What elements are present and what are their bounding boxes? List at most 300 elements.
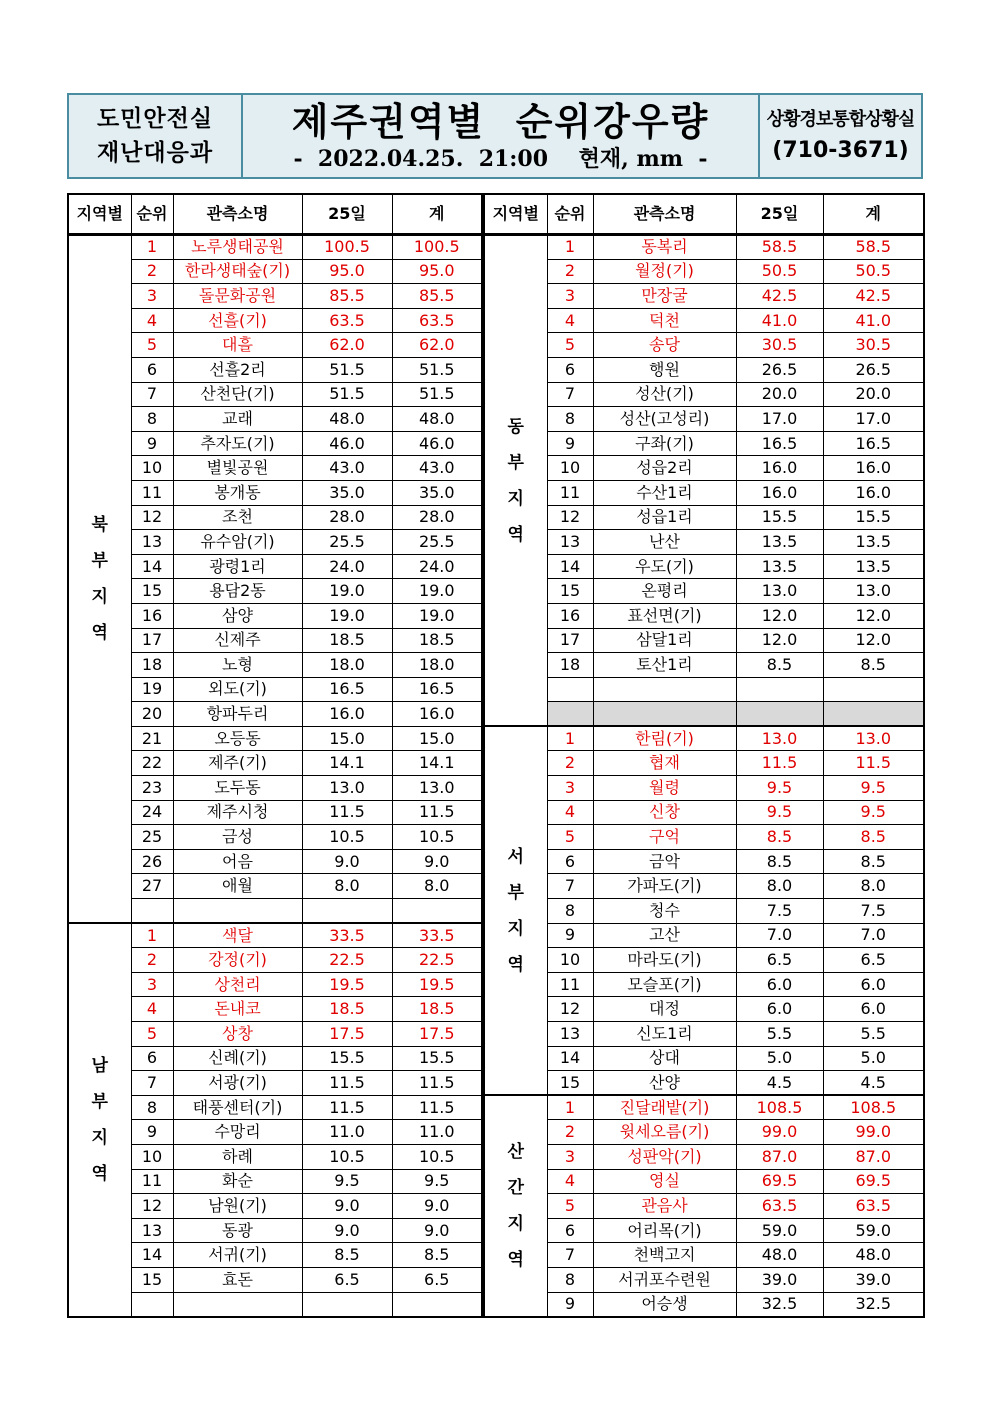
table-row: [484, 1095, 924, 1120]
department-name: 도민안전실: [96, 106, 214, 132]
total-rainfall-cell: 51.5: [392, 357, 482, 382]
day-rainfall-cell: 9.0: [302, 849, 392, 874]
table-row: [68, 1218, 482, 1243]
rank-cell: 3: [547, 776, 593, 801]
table-row: [68, 505, 482, 530]
rank-cell: 2: [131, 948, 173, 973]
day-rainfall-cell: 12.0: [736, 628, 823, 653]
table-row: [68, 480, 482, 505]
station-name-cell: 어음: [173, 849, 302, 874]
station-name-cell: 서광(기): [173, 1071, 302, 1096]
day-rainfall-cell: 7.5: [736, 899, 823, 924]
total-rainfall-cell: 58.5: [823, 235, 924, 260]
day-rainfall-cell: 8.0: [302, 874, 392, 899]
col-header-rank: 순위: [547, 194, 593, 235]
station-name-cell: 성읍2리: [593, 456, 736, 481]
day-rainfall-cell: [302, 899, 392, 924]
day-rainfall-cell: 48.0: [736, 1243, 823, 1268]
table-row: [484, 628, 924, 653]
table-row: [68, 333, 482, 358]
table-row: [484, 579, 924, 604]
rank-cell: 3: [131, 972, 173, 997]
total-rainfall-cell: 50.5: [823, 259, 924, 284]
station-name-cell: 고산: [593, 923, 736, 948]
total-rainfall-cell: 13.0: [823, 726, 924, 751]
day-rainfall-cell: 8.5: [736, 849, 823, 874]
region-label: 산 간 지 역: [484, 1095, 547, 1316]
table-row: [484, 800, 924, 825]
total-rainfall-cell: 6.0: [823, 972, 924, 997]
total-rainfall-cell: 13.0: [823, 579, 924, 604]
table-row: [68, 1292, 482, 1317]
day-rainfall-cell: 18.5: [302, 628, 392, 653]
table-row: [68, 702, 482, 727]
day-rainfall-cell: 17.0: [736, 407, 823, 432]
station-name-cell: 제주(기): [173, 751, 302, 776]
total-rainfall-cell: 10.5: [392, 1144, 482, 1169]
day-rainfall-cell: 11.5: [302, 1071, 392, 1096]
day-rainfall-cell: 11.5: [302, 800, 392, 825]
rank-cell: 22: [131, 751, 173, 776]
day-rainfall-cell: 9.0: [302, 1218, 392, 1243]
rank-cell: 10: [131, 456, 173, 481]
rank-cell: 10: [131, 1144, 173, 1169]
day-rainfall-cell: 51.5: [302, 357, 392, 382]
table-row: [484, 431, 924, 456]
total-rainfall-cell: 20.0: [823, 382, 924, 407]
total-rainfall-cell: 9.0: [392, 1218, 482, 1243]
day-rainfall-cell: 6.5: [302, 1267, 392, 1292]
station-name-cell: 삼달1리: [593, 628, 736, 653]
rank-cell: 7: [547, 382, 593, 407]
day-rainfall-cell: 9.5: [302, 1169, 392, 1194]
rank-cell: 6: [547, 849, 593, 874]
table-row: [68, 653, 482, 678]
office-name: 상황경보통합상황실: [766, 109, 915, 130]
station-name-cell: 협재: [593, 751, 736, 776]
rank-cell: 17: [547, 628, 593, 653]
station-name-cell: 삼양: [173, 603, 302, 628]
total-rainfall-cell: 18.5: [392, 628, 482, 653]
station-name-cell: 청수: [593, 899, 736, 924]
rank-cell: [547, 677, 593, 702]
day-rainfall-cell: 12.0: [736, 603, 823, 628]
rank-cell: 6: [547, 1218, 593, 1243]
total-rainfall-cell: 11.0: [392, 1120, 482, 1145]
total-rainfall-cell: 15.5: [823, 505, 924, 530]
table-row: [484, 874, 924, 899]
station-name-cell: [593, 677, 736, 702]
rank-cell: 12: [547, 997, 593, 1022]
day-rainfall-cell: 46.0: [302, 431, 392, 456]
day-rainfall-cell: 51.5: [302, 382, 392, 407]
total-rainfall-cell: 19.0: [392, 579, 482, 604]
total-rainfall-cell: 18.0: [392, 653, 482, 678]
day-rainfall-cell: 58.5: [736, 235, 823, 260]
total-rainfall-cell: 16.0: [823, 456, 924, 481]
table-row: [68, 554, 482, 579]
station-name-cell: 성산(고성리): [593, 407, 736, 432]
table-row: [68, 1243, 482, 1268]
day-rainfall-cell: 50.5: [736, 259, 823, 284]
rank-cell: 12: [131, 505, 173, 530]
total-rainfall-cell: 25.5: [392, 530, 482, 555]
day-rainfall-cell: 26.5: [736, 357, 823, 382]
day-rainfall-cell: 18.5: [302, 997, 392, 1022]
day-rainfall-cell: 16.0: [736, 456, 823, 481]
rank-cell: [131, 1292, 173, 1317]
station-name-cell: 만장굴: [593, 284, 736, 309]
rank-cell: 7: [547, 874, 593, 899]
total-rainfall-cell: 8.5: [823, 653, 924, 678]
total-rainfall-cell: 42.5: [823, 284, 924, 309]
rank-cell: 20: [131, 702, 173, 727]
table-header-row: [68, 194, 482, 235]
total-rainfall-cell: 43.0: [392, 456, 482, 481]
table-row: [484, 677, 924, 702]
total-rainfall-cell: 13.5: [823, 530, 924, 555]
table-row: [484, 1169, 924, 1194]
table-row: [68, 308, 482, 333]
table-row: [68, 1144, 482, 1169]
table-row: [68, 456, 482, 481]
region-label: 서 부 지 역: [484, 726, 547, 1095]
rank-cell: 14: [131, 554, 173, 579]
rank-cell: 13: [547, 530, 593, 555]
total-rainfall-cell: 41.0: [823, 308, 924, 333]
day-rainfall-cell: 11.5: [736, 751, 823, 776]
total-rainfall-cell: [392, 1292, 482, 1317]
table-row: [484, 284, 924, 309]
rank-cell: 8: [547, 1267, 593, 1292]
table-row: [484, 972, 924, 997]
table-row: [484, 997, 924, 1022]
rank-cell: 2: [547, 259, 593, 284]
region-label: 북 부 지 역: [68, 235, 131, 924]
station-name-cell: 색달: [173, 923, 302, 948]
rank-cell: 11: [131, 1169, 173, 1194]
station-name-cell: 구억: [593, 825, 736, 850]
total-rainfall-cell: 15.0: [392, 726, 482, 751]
rank-cell: 14: [547, 554, 593, 579]
rank-cell: 26: [131, 849, 173, 874]
station-name-cell: 수망리: [173, 1120, 302, 1145]
total-rainfall-cell: 69.5: [823, 1169, 924, 1194]
total-rainfall-cell: 22.5: [392, 948, 482, 973]
station-name-cell: 애월: [173, 874, 302, 899]
table-row: [68, 1120, 482, 1145]
table-body: [68, 235, 482, 1317]
col-header-total: 계: [823, 194, 924, 235]
day-rainfall-cell: [736, 677, 823, 702]
rank-cell: 16: [131, 603, 173, 628]
station-name-cell: 수산1리: [593, 480, 736, 505]
station-name-cell: 관음사: [593, 1194, 736, 1219]
contact-block: [758, 95, 921, 177]
table-row: [484, 456, 924, 481]
total-rainfall-cell: [392, 899, 482, 924]
total-rainfall-cell: 17.0: [823, 407, 924, 432]
total-rainfall-cell: 16.0: [823, 480, 924, 505]
station-name-cell: 진달래밭(기): [593, 1095, 736, 1120]
rank-cell: 3: [547, 1144, 593, 1169]
rank-cell: 15: [547, 1071, 593, 1096]
total-rainfall-cell: 62.0: [392, 333, 482, 358]
rank-cell: 2: [547, 1120, 593, 1145]
table-row: [484, 1120, 924, 1145]
rank-cell: 25: [131, 825, 173, 850]
day-rainfall-cell: 8.0: [736, 874, 823, 899]
day-rainfall-cell: 16.0: [302, 702, 392, 727]
day-rainfall-cell: 10.5: [302, 1144, 392, 1169]
table-row: [68, 1169, 482, 1194]
total-rainfall-cell: 9.5: [823, 776, 924, 801]
station-name-cell: 용담2동: [173, 579, 302, 604]
table-row: [484, 603, 924, 628]
rank-cell: 5: [547, 825, 593, 850]
table-row: [484, 899, 924, 924]
station-name-cell: 동복리: [593, 235, 736, 260]
station-name-cell: 동광: [173, 1218, 302, 1243]
table-row: [68, 1022, 482, 1047]
day-rainfall-cell: 19.0: [302, 579, 392, 604]
station-name-cell: 돈내코: [173, 997, 302, 1022]
rank-cell: 18: [547, 653, 593, 678]
day-rainfall-cell: 8.5: [736, 825, 823, 850]
rank-cell: 8: [131, 407, 173, 432]
day-rainfall-cell: 25.5: [302, 530, 392, 555]
station-name-cell: 윗세오름(기): [593, 1120, 736, 1145]
day-rainfall-cell: 16.0: [736, 480, 823, 505]
region-label: 남 부 지 역: [68, 923, 131, 1317]
total-rainfall-cell: 16.5: [392, 677, 482, 702]
station-name-cell: 덕천: [593, 308, 736, 333]
table-row: [484, 530, 924, 555]
total-rainfall-cell: 87.0: [823, 1144, 924, 1169]
station-name-cell: 월정(기): [593, 259, 736, 284]
total-rainfall-cell: 30.5: [823, 333, 924, 358]
table-row: [68, 972, 482, 997]
day-rainfall-cell: 9.5: [736, 800, 823, 825]
table-row: [68, 849, 482, 874]
total-rainfall-cell: 11.5: [392, 1071, 482, 1096]
day-rainfall-cell: 24.0: [302, 554, 392, 579]
table-row: [68, 800, 482, 825]
rank-cell: 6: [131, 1046, 173, 1071]
station-name-cell: 대정: [593, 997, 736, 1022]
col-header-day: 25일: [302, 194, 392, 235]
table-row: [68, 357, 482, 382]
station-name-cell: 추자도(기): [173, 431, 302, 456]
day-rainfall-cell: 16.5: [736, 431, 823, 456]
table-row: [484, 751, 924, 776]
table-row: [484, 1046, 924, 1071]
station-name-cell: 신제주: [173, 628, 302, 653]
day-rainfall-cell: 20.0: [736, 382, 823, 407]
table-row: [68, 825, 482, 850]
total-rainfall-cell: 9.5: [823, 800, 924, 825]
station-name-cell: 송당: [593, 333, 736, 358]
day-rainfall-cell: 15.5: [302, 1046, 392, 1071]
station-name-cell: 신창: [593, 800, 736, 825]
day-rainfall-cell: 9.5: [736, 776, 823, 801]
table-row: [68, 431, 482, 456]
total-rainfall-cell: 4.5: [823, 1071, 924, 1096]
day-rainfall-cell: 32.5: [736, 1292, 823, 1317]
rainfall-table-left: [67, 193, 483, 1318]
day-rainfall-cell: [302, 1292, 392, 1317]
table-row: [68, 874, 482, 899]
day-rainfall-cell: 15.0: [302, 726, 392, 751]
day-rainfall-cell: 63.5: [736, 1194, 823, 1219]
station-name-cell: 상대: [593, 1046, 736, 1071]
rank-cell: 10: [547, 456, 593, 481]
rank-cell: 9: [547, 923, 593, 948]
day-rainfall-cell: 69.5: [736, 1169, 823, 1194]
table-row: [484, 235, 924, 260]
rank-cell: 21: [131, 726, 173, 751]
day-rainfall-cell: 10.5: [302, 825, 392, 850]
rank-cell: 2: [131, 259, 173, 284]
station-name-cell: 돌문화공원: [173, 284, 302, 309]
total-rainfall-cell: 7.0: [823, 923, 924, 948]
total-rainfall-cell: 13.0: [392, 776, 482, 801]
total-rainfall-cell: 26.5: [823, 357, 924, 382]
table-row: [68, 677, 482, 702]
total-rainfall-cell: 13.5: [823, 554, 924, 579]
station-name-cell: 선흘2리: [173, 357, 302, 382]
station-name-cell: 신례(기): [173, 1046, 302, 1071]
station-name-cell: 외도(기): [173, 677, 302, 702]
rank-cell: 5: [131, 333, 173, 358]
total-rainfall-cell: 59.0: [823, 1218, 924, 1243]
rank-cell: 9: [547, 1292, 593, 1317]
table-row: [68, 997, 482, 1022]
station-name-cell: 신도1리: [593, 1022, 736, 1047]
total-rainfall-cell: 48.0: [392, 407, 482, 432]
rank-cell: 6: [131, 357, 173, 382]
total-rainfall-cell: 8.5: [823, 849, 924, 874]
table-row: [484, 948, 924, 973]
station-name-cell: 화순: [173, 1169, 302, 1194]
rank-cell: 16: [547, 603, 593, 628]
station-name-cell: 산양: [593, 1071, 736, 1096]
total-rainfall-cell: 16.5: [823, 431, 924, 456]
table-row: [484, 554, 924, 579]
table-row: [484, 505, 924, 530]
station-name-cell: [593, 702, 736, 727]
day-rainfall-cell: 33.5: [302, 923, 392, 948]
table-row: [68, 603, 482, 628]
day-rainfall-cell: 85.5: [302, 284, 392, 309]
day-rainfall-cell: 17.5: [302, 1022, 392, 1047]
total-rainfall-cell: 11.5: [392, 800, 482, 825]
total-rainfall-cell: 6.5: [823, 948, 924, 973]
table-row: [68, 751, 482, 776]
station-name-cell: 어리목(기): [593, 1218, 736, 1243]
table-row: [68, 382, 482, 407]
total-rainfall-cell: 16.0: [392, 702, 482, 727]
rank-cell: 11: [131, 480, 173, 505]
table-row: [484, 923, 924, 948]
station-name-cell: 남원(기): [173, 1194, 302, 1219]
day-rainfall-cell: 62.0: [302, 333, 392, 358]
total-rainfall-cell: 8.0: [392, 874, 482, 899]
table-row: [484, 726, 924, 751]
rank-cell: 1: [547, 235, 593, 260]
day-rainfall-cell: 39.0: [736, 1267, 823, 1292]
total-rainfall-cell: 35.0: [392, 480, 482, 505]
day-rainfall-cell: 6.0: [736, 972, 823, 997]
table-row: [68, 776, 482, 801]
station-name-cell: 금악: [593, 849, 736, 874]
day-rainfall-cell: 8.5: [302, 1243, 392, 1268]
station-name-cell: 오등동: [173, 726, 302, 751]
table-row: [484, 1022, 924, 1047]
station-name-cell: 항파두리: [173, 702, 302, 727]
station-name-cell: 천백고지: [593, 1243, 736, 1268]
station-name-cell: 표선면(기): [593, 603, 736, 628]
total-rainfall-cell: 6.0: [823, 997, 924, 1022]
title-block: [243, 95, 758, 177]
total-rainfall-cell: 63.5: [823, 1194, 924, 1219]
total-rainfall-cell: 15.5: [392, 1046, 482, 1071]
rank-cell: 9: [131, 431, 173, 456]
station-name-cell: 구좌(기): [593, 431, 736, 456]
day-rainfall-cell: 19.5: [302, 972, 392, 997]
total-rainfall-cell: 10.5: [392, 825, 482, 850]
rank-cell: 27: [131, 874, 173, 899]
station-name-cell: 성판악(기): [593, 1144, 736, 1169]
table-row: [68, 726, 482, 751]
rank-cell: 4: [131, 997, 173, 1022]
station-name-cell: 봉개동: [173, 480, 302, 505]
day-rainfall-cell: 18.0: [302, 653, 392, 678]
day-rainfall-cell: 11.0: [302, 1120, 392, 1145]
division-name: 재난대응과: [96, 140, 214, 166]
rank-cell: 1: [131, 235, 173, 260]
station-name-cell: 대흘: [173, 333, 302, 358]
total-rainfall-cell: 5.5: [823, 1022, 924, 1047]
col-header-day: 25일: [736, 194, 823, 235]
rank-cell: 4: [547, 800, 593, 825]
station-name-cell: 선흘(기): [173, 308, 302, 333]
rank-cell: 10: [547, 948, 593, 973]
rank-cell: 9: [547, 431, 593, 456]
rank-cell: 18: [131, 653, 173, 678]
total-rainfall-cell: 9.0: [392, 849, 482, 874]
table-row: [484, 702, 924, 727]
station-name-cell: [173, 899, 302, 924]
day-rainfall-cell: 48.0: [302, 407, 392, 432]
total-rainfall-cell: 17.5: [392, 1022, 482, 1047]
table-row: [484, 849, 924, 874]
table-row: [484, 1194, 924, 1219]
rank-cell: 12: [547, 505, 593, 530]
day-rainfall-cell: 8.5: [736, 653, 823, 678]
station-name-cell: 서귀(기): [173, 1243, 302, 1268]
station-name-cell: 별빛공원: [173, 456, 302, 481]
table-row: [484, 407, 924, 432]
station-name-cell: 조천: [173, 505, 302, 530]
col-header-rank: 순위: [131, 194, 173, 235]
table-row: [68, 235, 482, 260]
rank-cell: 6: [547, 357, 593, 382]
total-rainfall-cell: 12.0: [823, 603, 924, 628]
rank-cell: 7: [547, 1243, 593, 1268]
rank-cell: 8: [131, 1095, 173, 1120]
rank-cell: 15: [131, 1267, 173, 1292]
